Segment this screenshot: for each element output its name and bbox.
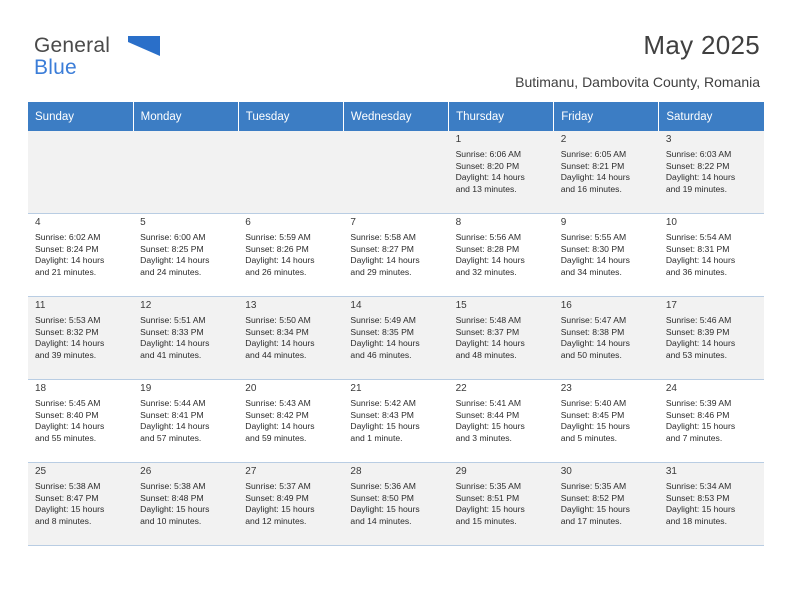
calendar-day-cell[interactable] xyxy=(554,463,659,546)
day-detail-line: and 55 minutes. xyxy=(35,432,97,443)
day-detail-line: Sunset: 8:52 PM xyxy=(560,492,625,503)
day-detail-line: Daylight: 15 hours xyxy=(560,504,630,515)
logo[interactable] xyxy=(34,34,164,82)
calendar-day-cell[interactable] xyxy=(449,131,554,214)
day-detail-line: Sunrise: 6:06 AM xyxy=(455,149,522,159)
day-detail-line: Sunset: 8:40 PM xyxy=(35,409,99,420)
day-number: 25 xyxy=(35,466,47,477)
day-detail-line: and 41 minutes. xyxy=(140,349,202,360)
day-number: 28 xyxy=(350,466,362,477)
day-number: 22 xyxy=(455,383,467,394)
calendar-week-row xyxy=(28,297,764,380)
calendar-day-cell[interactable] xyxy=(238,463,343,546)
day-detail-line: Sunrise: 5:45 AM xyxy=(35,398,101,408)
day-detail-line: Daylight: 14 hours xyxy=(665,172,736,183)
day-number: 21 xyxy=(350,383,362,394)
calendar-day-cell[interactable] xyxy=(28,463,133,546)
day-detail-line: Sunrise: 6:02 AM xyxy=(35,232,101,242)
day-detail-line: Daylight: 14 hours xyxy=(35,255,105,266)
day-detail-line: and 3 minutes. xyxy=(455,432,512,443)
day-detail-line: Sunset: 8:41 PM xyxy=(140,409,204,420)
day-detail-line: Sunrise: 5:44 AM xyxy=(140,398,206,408)
day-detail-line: Sunset: 8:43 PM xyxy=(350,409,414,420)
day-detail-line: and 14 minutes. xyxy=(350,515,412,526)
day-detail-line: Sunrise: 5:46 AM xyxy=(665,315,732,325)
day-number: 15 xyxy=(455,300,467,311)
day-detail-line: and 12 minutes. xyxy=(245,515,307,526)
calendar-day-cell[interactable] xyxy=(133,297,238,380)
day-detail-line: Sunset: 8:25 PM xyxy=(140,243,204,254)
day-detail-line: and 15 minutes. xyxy=(455,515,517,526)
day-detail-line: and 50 minutes. xyxy=(560,349,622,360)
calendar-empty-cell xyxy=(238,131,343,214)
day-detail-line: Sunrise: 5:35 AM xyxy=(560,481,627,491)
day-number: 5 xyxy=(140,217,146,228)
day-detail-line: Sunset: 8:51 PM xyxy=(455,492,520,503)
day-number: 24 xyxy=(665,383,677,394)
weekday-wednesday: Wednesday xyxy=(343,102,448,131)
day-detail-line: and 19 minutes. xyxy=(665,183,727,194)
calendar-day-cell[interactable] xyxy=(133,380,238,463)
day-detail-line: Daylight: 14 hours xyxy=(665,255,736,266)
calendar-day-cell[interactable] xyxy=(659,380,764,463)
weekday-sunday: Sunday xyxy=(28,102,133,131)
day-detail-line: and 29 minutes. xyxy=(350,266,412,277)
day-detail-line: Sunrise: 5:50 AM xyxy=(245,315,311,325)
day-number: 16 xyxy=(560,300,572,311)
day-detail-line: Daylight: 15 hours xyxy=(245,504,315,515)
calendar-day-cell[interactable] xyxy=(554,131,659,214)
day-detail-line: Sunrise: 5:39 AM xyxy=(665,398,732,408)
day-detail-line: Daylight: 15 hours xyxy=(455,504,525,515)
day-detail-line: Sunset: 8:49 PM xyxy=(245,492,309,503)
calendar-week-row xyxy=(28,380,764,463)
day-number: 18 xyxy=(35,383,47,394)
page-subtitle: Butimanu, Dambovita County, Romania xyxy=(515,74,760,90)
day-number: 19 xyxy=(140,383,152,394)
day-detail-line: Daylight: 14 hours xyxy=(455,255,525,266)
day-detail-line: Sunrise: 5:43 AM xyxy=(245,398,311,408)
calendar-day-cell[interactable] xyxy=(343,297,448,380)
day-detail-line: Sunset: 8:42 PM xyxy=(245,409,309,420)
day-detail-line: Daylight: 14 hours xyxy=(35,338,105,349)
day-detail-line: Daylight: 14 hours xyxy=(560,255,630,266)
day-detail-line: Sunset: 8:38 PM xyxy=(560,326,625,337)
day-detail-line: Sunset: 8:34 PM xyxy=(245,326,309,337)
calendar-day-cell[interactable] xyxy=(238,380,343,463)
calendar-day-cell[interactable] xyxy=(554,380,659,463)
day-detail-line: Sunrise: 5:41 AM xyxy=(455,398,522,408)
day-detail-line: Sunrise: 5:36 AM xyxy=(350,481,416,491)
day-detail-line: Sunrise: 5:37 AM xyxy=(245,481,311,491)
blue-flag-icon xyxy=(126,36,162,58)
day-detail-line: Sunrise: 5:48 AM xyxy=(455,315,522,325)
calendar-day-cell[interactable] xyxy=(449,463,554,546)
day-detail-line: Sunset: 8:50 PM xyxy=(350,492,414,503)
day-number: 11 xyxy=(35,300,46,311)
day-number: 27 xyxy=(245,466,257,477)
day-detail-line: and 26 minutes. xyxy=(245,266,307,277)
day-number: 29 xyxy=(455,466,467,477)
day-detail-line: Sunset: 8:24 PM xyxy=(35,243,99,254)
calendar-week-row xyxy=(28,463,764,546)
day-detail-line: Daylight: 14 hours xyxy=(245,421,315,432)
calendar-day-cell[interactable] xyxy=(449,380,554,463)
weekday-monday: Monday xyxy=(133,102,238,131)
day-detail-line: and 36 minutes. xyxy=(665,266,727,277)
day-number: 6 xyxy=(245,217,251,228)
day-detail-line: Daylight: 15 hours xyxy=(665,504,736,515)
day-detail-line: and 34 minutes. xyxy=(560,266,622,277)
day-detail-line: Sunset: 8:31 PM xyxy=(665,243,730,254)
day-detail-line: Sunrise: 5:55 AM xyxy=(560,232,627,242)
day-detail-line: Daylight: 15 hours xyxy=(665,421,736,432)
day-detail-line: Sunrise: 5:53 AM xyxy=(35,315,101,325)
calendar-day-cell[interactable] xyxy=(554,214,659,297)
calendar-body xyxy=(28,131,764,546)
day-detail-line: Sunset: 8:27 PM xyxy=(350,243,414,254)
day-detail-line: Daylight: 14 hours xyxy=(140,338,210,349)
day-detail-line: Sunset: 8:46 PM xyxy=(665,409,730,420)
day-detail-line: Daylight: 14 hours xyxy=(560,172,630,183)
day-detail-line: Sunrise: 6:03 AM xyxy=(665,149,732,159)
day-detail-line: Daylight: 15 hours xyxy=(560,421,630,432)
day-detail-line: Daylight: 14 hours xyxy=(350,338,420,349)
day-number: 3 xyxy=(665,134,672,145)
calendar-week-row xyxy=(28,131,764,214)
calendar-week-row xyxy=(28,214,764,297)
day-detail-line: Sunrise: 5:40 AM xyxy=(560,398,627,408)
logo-text-general: General xyxy=(34,34,111,57)
day-detail-line: and 7 minutes. xyxy=(665,432,723,443)
day-number: 10 xyxy=(665,217,677,228)
day-detail-line: Sunset: 8:44 PM xyxy=(455,409,520,420)
day-number: 13 xyxy=(245,300,257,311)
day-detail-line: Sunset: 8:53 PM xyxy=(665,492,730,503)
day-detail-line: Sunrise: 5:49 AM xyxy=(350,315,416,325)
day-detail-line: Sunrise: 5:38 AM xyxy=(35,481,101,491)
day-detail-line: Sunset: 8:28 PM xyxy=(455,243,520,254)
day-detail-line: Sunrise: 6:05 AM xyxy=(560,149,627,159)
day-detail-line: and 1 minute. xyxy=(350,432,403,443)
day-number: 4 xyxy=(35,217,41,228)
day-detail-line: and 16 minutes. xyxy=(560,183,622,194)
day-number: 8 xyxy=(455,217,462,228)
day-detail-line: Daylight: 14 hours xyxy=(455,172,525,183)
day-detail-line: Sunrise: 5:47 AM xyxy=(560,315,627,325)
day-detail-line: Sunrise: 5:42 AM xyxy=(350,398,416,408)
calendar-day-cell[interactable] xyxy=(449,297,554,380)
day-detail-line: Daylight: 15 hours xyxy=(35,504,105,515)
day-detail-line: and 39 minutes. xyxy=(35,349,97,360)
calendar-day-cell[interactable] xyxy=(133,214,238,297)
calendar-day-cell[interactable] xyxy=(238,297,343,380)
day-detail-line: Sunset: 8:33 PM xyxy=(140,326,204,337)
day-number: 20 xyxy=(245,383,257,394)
day-detail-line: and 48 minutes. xyxy=(455,349,517,360)
day-detail-line: and 57 minutes. xyxy=(140,432,202,443)
logo-text-blue: Blue xyxy=(34,56,77,79)
day-detail-line: Sunset: 8:47 PM xyxy=(35,492,99,503)
weekday-header-row xyxy=(28,102,764,131)
day-detail-line: Sunset: 8:37 PM xyxy=(455,326,520,337)
day-detail-line: Sunrise: 6:00 AM xyxy=(140,232,206,242)
day-detail-line: and 59 minutes. xyxy=(245,432,307,443)
day-detail-line: Daylight: 14 hours xyxy=(560,338,630,349)
calendar-day-cell[interactable] xyxy=(659,297,764,380)
calendar-day-cell[interactable] xyxy=(343,214,448,297)
day-detail-line: and 32 minutes. xyxy=(455,266,517,277)
weekday-saturday: Saturday xyxy=(659,102,764,131)
day-detail-line: and 24 minutes. xyxy=(140,266,202,277)
day-detail-line: Sunrise: 5:34 AM xyxy=(665,481,732,491)
day-detail-line: and 13 minutes. xyxy=(455,183,517,194)
day-detail-line: and 18 minutes. xyxy=(665,515,727,526)
calendar-day-cell[interactable] xyxy=(659,463,764,546)
day-detail-line: Daylight: 14 hours xyxy=(350,255,420,266)
day-detail-line: Daylight: 15 hours xyxy=(140,504,210,515)
day-detail-line: Sunset: 8:35 PM xyxy=(350,326,414,337)
page-header xyxy=(28,0,764,92)
day-detail-line: Daylight: 15 hours xyxy=(455,421,525,432)
day-detail-line: Sunrise: 5:56 AM xyxy=(455,232,522,242)
day-detail-line: and 10 minutes. xyxy=(140,515,202,526)
day-detail-line: Sunrise: 5:58 AM xyxy=(350,232,416,242)
day-detail-line: Daylight: 15 hours xyxy=(350,504,420,515)
calendar-day-cell[interactable] xyxy=(343,380,448,463)
calendar-day-cell[interactable] xyxy=(343,463,448,546)
calendar-empty-cell xyxy=(133,131,238,214)
day-detail-line: Sunset: 8:48 PM xyxy=(140,492,204,503)
day-number: 9 xyxy=(560,217,567,228)
day-detail-line: and 5 minutes. xyxy=(560,432,618,443)
page-title: May 2025 xyxy=(643,30,760,60)
day-number: 2 xyxy=(560,134,567,145)
day-detail-line: Daylight: 14 hours xyxy=(35,421,105,432)
day-detail-line: Daylight: 14 hours xyxy=(455,338,525,349)
day-detail-line: Sunset: 8:30 PM xyxy=(560,243,625,254)
day-detail-line: Sunset: 8:45 PM xyxy=(560,409,625,420)
day-detail-line: and 53 minutes. xyxy=(665,349,727,360)
weekday-thursday: Thursday xyxy=(449,102,554,131)
day-detail-line: Daylight: 14 hours xyxy=(245,338,315,349)
day-number: 30 xyxy=(560,466,572,477)
weekday-friday: Friday xyxy=(554,102,659,131)
day-detail-line: Sunrise: 5:51 AM xyxy=(140,315,206,325)
day-detail-line: Daylight: 14 hours xyxy=(140,255,210,266)
day-number: 23 xyxy=(560,383,572,394)
day-number: 12 xyxy=(140,300,152,311)
day-detail-line: Sunset: 8:20 PM xyxy=(455,160,520,171)
calendar-empty-cell xyxy=(28,131,133,214)
day-detail-line: Sunset: 8:22 PM xyxy=(665,160,730,171)
day-detail-line: Sunset: 8:26 PM xyxy=(245,243,309,254)
day-detail-line: and 44 minutes. xyxy=(245,349,307,360)
day-number: 1 xyxy=(455,134,462,145)
day-detail-line: Daylight: 14 hours xyxy=(665,338,736,349)
day-detail-line: Sunrise: 5:35 AM xyxy=(455,481,522,491)
calendar-day-cell[interactable] xyxy=(28,380,133,463)
calendar-table xyxy=(28,102,764,546)
calendar-day-cell[interactable] xyxy=(28,297,133,380)
weekday-tuesday: Tuesday xyxy=(238,102,343,131)
day-detail-line: Daylight: 14 hours xyxy=(140,421,210,432)
day-detail-line: Sunset: 8:32 PM xyxy=(35,326,99,337)
calendar-day-cell[interactable] xyxy=(659,214,764,297)
calendar-empty-cell xyxy=(343,131,448,214)
day-detail-line: and 17 minutes. xyxy=(560,515,622,526)
calendar-day-cell[interactable] xyxy=(449,214,554,297)
calendar-day-cell[interactable] xyxy=(133,463,238,546)
day-detail-line: Daylight: 14 hours xyxy=(245,255,315,266)
day-number: 31 xyxy=(665,466,677,477)
day-number: 14 xyxy=(350,300,362,311)
day-detail-line: Sunrise: 5:38 AM xyxy=(140,481,206,491)
day-detail-line: Daylight: 15 hours xyxy=(350,421,420,432)
day-detail-line: and 21 minutes. xyxy=(35,266,97,277)
calendar-day-cell[interactable] xyxy=(238,214,343,297)
day-detail-line: Sunset: 8:39 PM xyxy=(665,326,730,337)
day-detail-line: Sunrise: 5:59 AM xyxy=(245,232,311,242)
day-number: 17 xyxy=(665,300,677,311)
day-number: 7 xyxy=(350,217,356,228)
day-detail-line: Sunrise: 5:54 AM xyxy=(665,232,732,242)
calendar-day-cell[interactable] xyxy=(554,297,659,380)
day-number: 26 xyxy=(140,466,152,477)
calendar-day-cell[interactable] xyxy=(659,131,764,214)
calendar-day-cell[interactable] xyxy=(28,214,133,297)
day-detail-line: and 46 minutes. xyxy=(350,349,412,360)
day-detail-line: and 8 minutes. xyxy=(35,515,92,526)
day-detail-line: Sunset: 8:21 PM xyxy=(560,160,625,171)
